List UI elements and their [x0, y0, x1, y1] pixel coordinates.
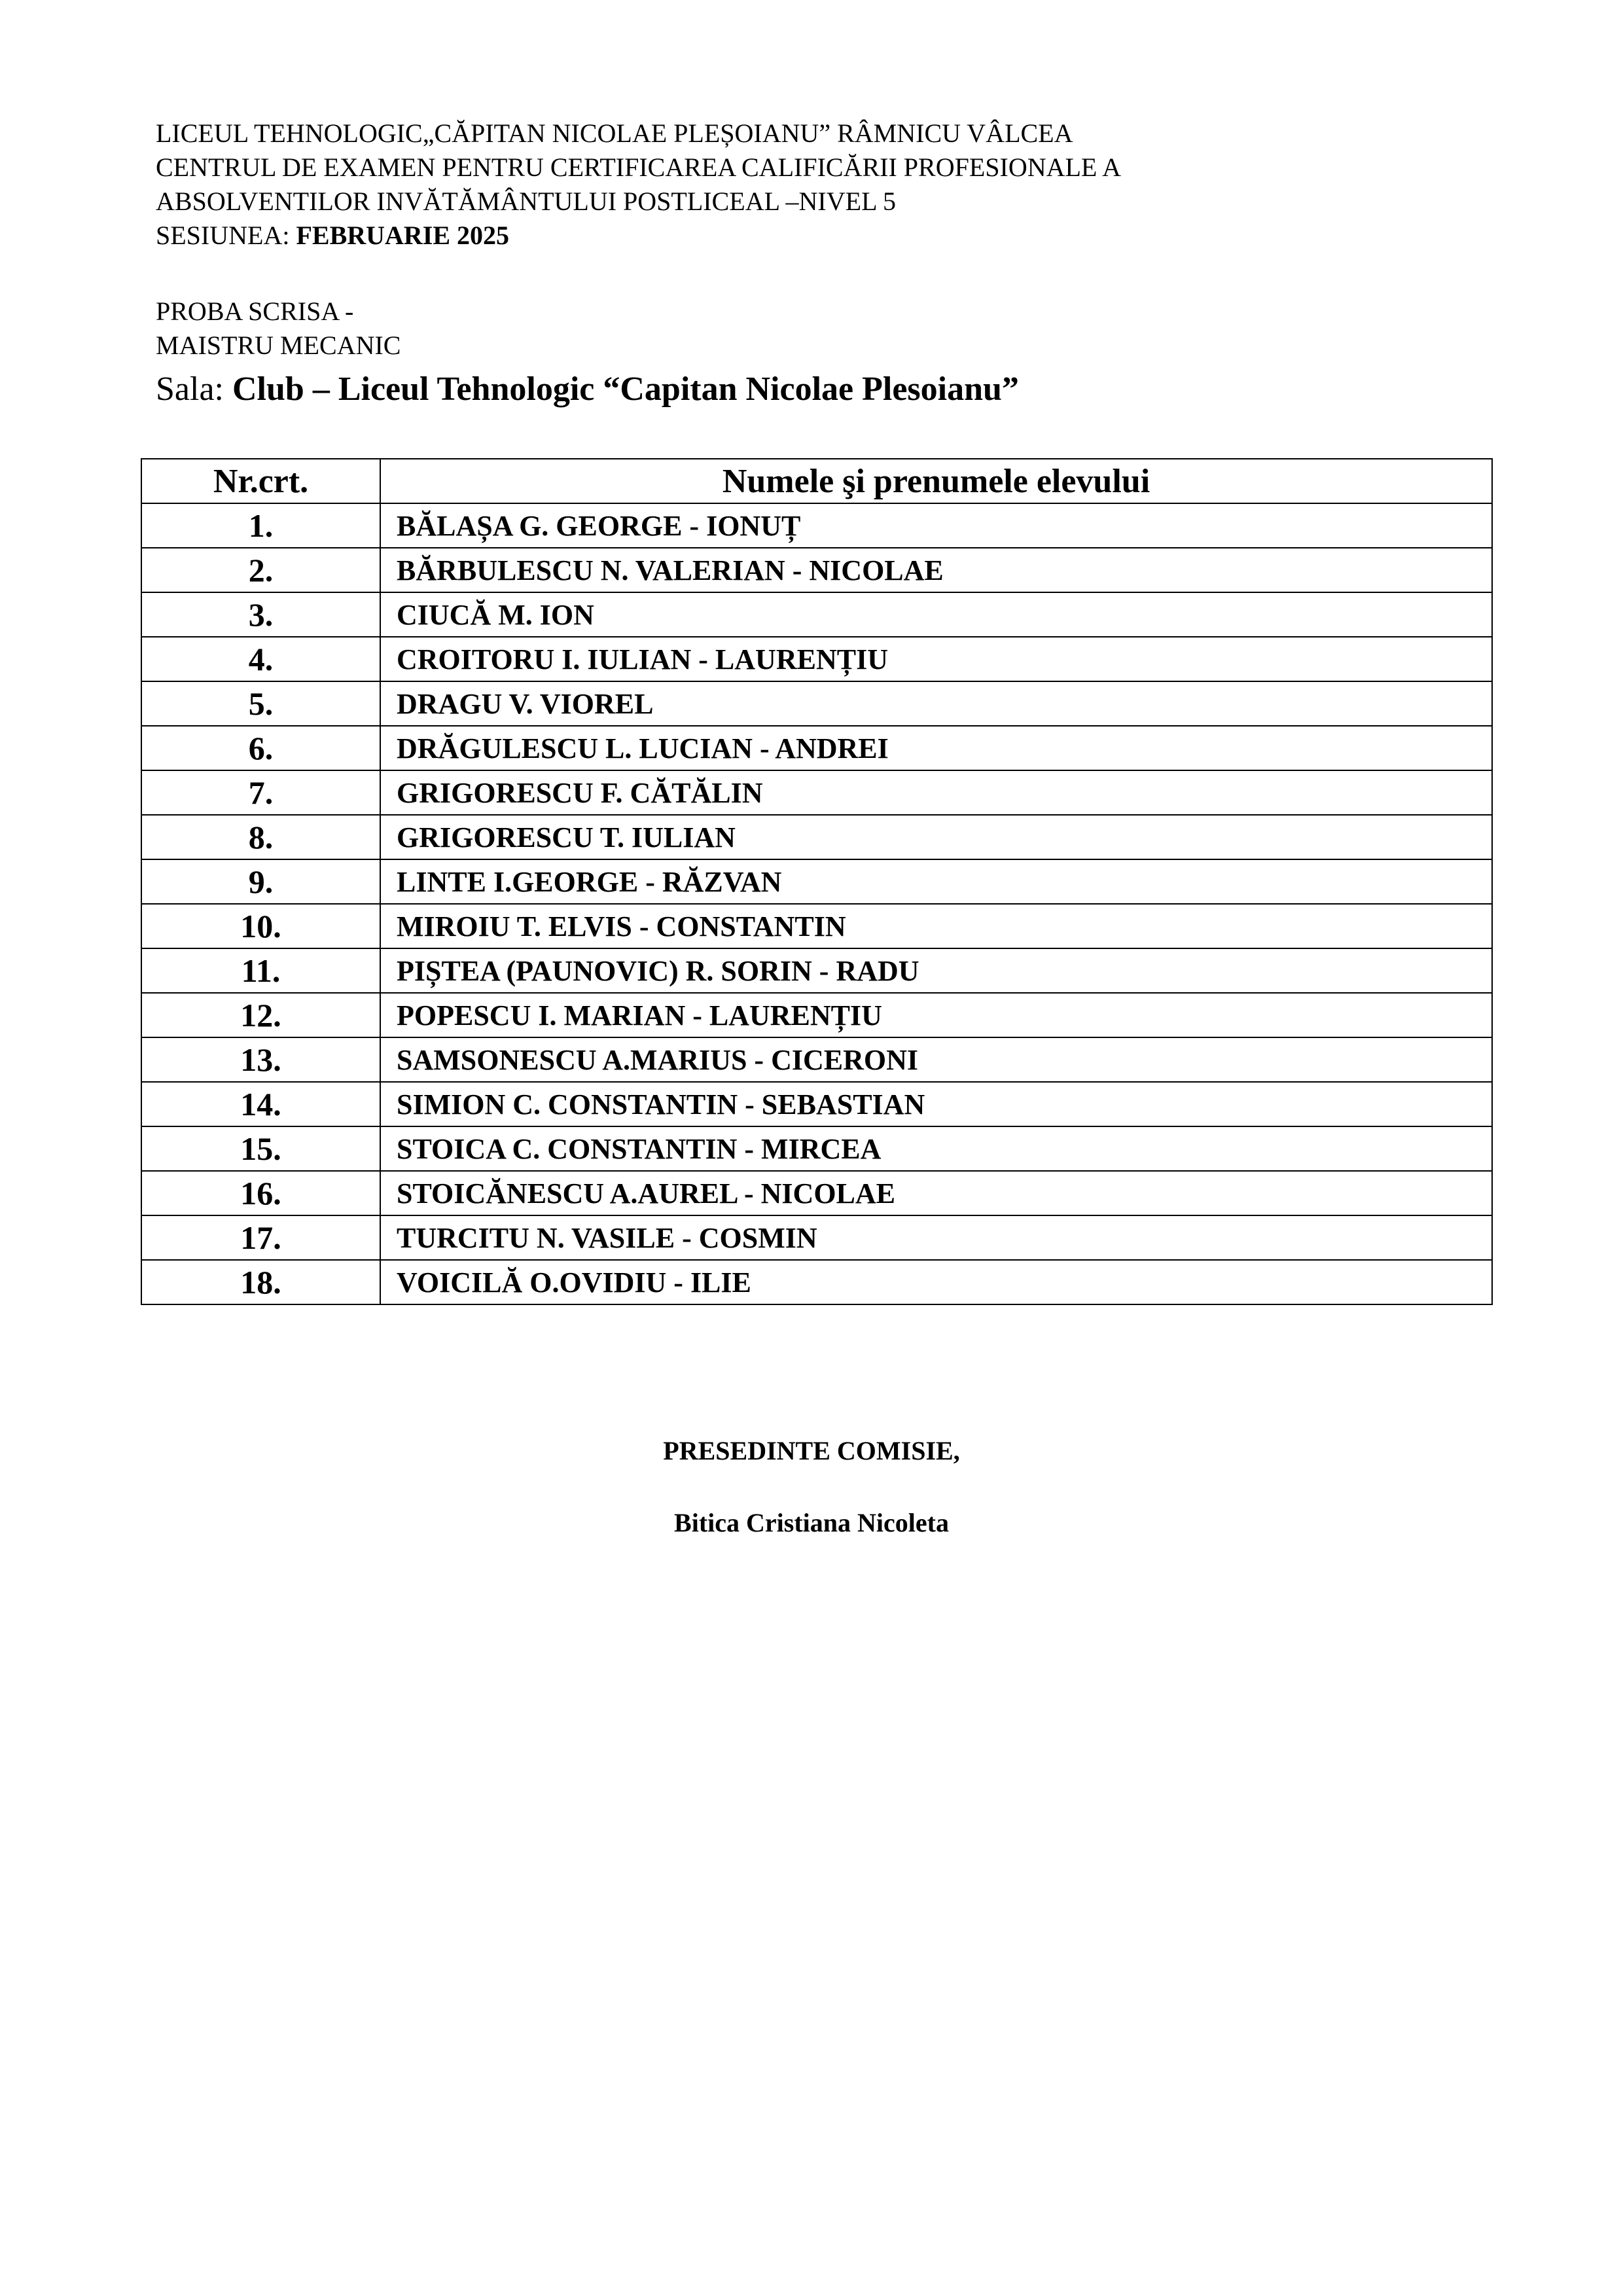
- row-number: 12.: [141, 993, 380, 1037]
- table-header-row: [141, 459, 1492, 503]
- table-row: [141, 1126, 1492, 1171]
- student-name: BĂRBULESCU N. VALERIAN - NICOLAE: [380, 548, 1492, 592]
- student-name: DRĂGULESCU L. LUCIAN - ANDREI: [380, 726, 1492, 770]
- row-number: 17.: [141, 1215, 380, 1260]
- table-row: [141, 1215, 1492, 1260]
- student-name: VOICILĂ O.OVIDIU - ILIE: [380, 1260, 1492, 1304]
- student-name: POPESCU I. MARIAN - LAURENȚIU: [380, 993, 1492, 1037]
- commission-president-title: PRESEDINTE COMISIE,: [663, 1436, 960, 1465]
- students-table: [141, 458, 1493, 1305]
- student-name: TURCITU N. VASILE - COSMIN: [380, 1215, 1492, 1260]
- exam-type: PROBA SCRISA -: [156, 296, 354, 326]
- row-number: 14.: [141, 1082, 380, 1126]
- table-row: [141, 503, 1492, 548]
- room-value: Club – Liceul Tehnologic “Capitan Nicolae Plesoianu”: [232, 370, 1019, 408]
- table-row: [141, 1171, 1492, 1215]
- header-line-center: CENTRUL DE EXAMEN PENTRU CERTIFICAREA CALIFICĂRII PROFESIONALE A: [156, 152, 1122, 182]
- table-row: [141, 1037, 1492, 1082]
- row-number: 5.: [141, 681, 380, 726]
- row-number: 3.: [141, 592, 380, 637]
- student-name: STOICĂNESCU A.AUREL - NICOLAE: [380, 1171, 1492, 1215]
- student-name: SIMION C. CONSTANTIN - SEBASTIAN: [380, 1082, 1492, 1126]
- commission-president-name: Bitica Cristiana Nicoleta: [674, 1508, 949, 1537]
- table-row: [141, 1260, 1492, 1304]
- table-row: [141, 815, 1492, 859]
- table-row: [141, 548, 1492, 592]
- table-row: [141, 993, 1492, 1037]
- column-header-number: Nr.crt.: [141, 459, 380, 503]
- student-name: MIROIU T. ELVIS - CONSTANTIN: [380, 904, 1492, 948]
- table-row: [141, 1082, 1492, 1126]
- student-name: GRIGORESCU T. IULIAN: [380, 815, 1492, 859]
- row-number: 10.: [141, 904, 380, 948]
- table-row: [141, 592, 1492, 637]
- table-row: [141, 859, 1492, 904]
- exam-specialization: MAISTRU MECANIC: [156, 331, 401, 360]
- student-name: LINTE I.GEORGE - RĂZVAN: [380, 859, 1492, 904]
- session-label: SESIUNEA:: [156, 221, 296, 250]
- header-line-level: ABSOLVENTILOR INVĂTĂMÂNTULUI POSTLICEAL –NIVEL 5: [156, 187, 897, 216]
- header-line-school: LICEUL TEHNOLOGIC„CĂPITAN NICOLAE PLEȘOIANU” RÂMNICU VÂLCEA: [156, 118, 1073, 148]
- student-name: SAMSONESCU A.MARIUS - CICERONI: [380, 1037, 1492, 1082]
- row-number: 6.: [141, 726, 380, 770]
- document-header: [156, 117, 1121, 253]
- table-row: [141, 948, 1492, 993]
- room-line: [156, 368, 1019, 410]
- row-number: 9.: [141, 859, 380, 904]
- student-name: DRAGU V. VIOREL: [380, 681, 1492, 726]
- header-line-session: [156, 219, 1121, 253]
- row-number: 13.: [141, 1037, 380, 1082]
- table-row: [141, 726, 1492, 770]
- row-number: 15.: [141, 1126, 380, 1171]
- student-name: STOICA C. CONSTANTIN - MIRCEA: [380, 1126, 1492, 1171]
- table-row: [141, 904, 1492, 948]
- row-number: 7.: [141, 770, 380, 815]
- student-name: PIȘTEA (PAUNOVIC) R. SORIN - RADU: [380, 948, 1492, 993]
- row-number: 11.: [141, 948, 380, 993]
- student-name: BĂLAȘA G. GEORGE - IONUȚ: [380, 503, 1492, 548]
- row-number: 2.: [141, 548, 380, 592]
- session-value: FEBRUARIE 2025: [296, 221, 510, 250]
- column-header-name: Numele şi prenumele elevului: [380, 459, 1492, 503]
- exam-info: [156, 295, 401, 363]
- student-name: CIUCĂ M. ION: [380, 592, 1492, 637]
- row-number: 16.: [141, 1171, 380, 1215]
- table-row: [141, 681, 1492, 726]
- student-name: GRIGORESCU F. CĂTĂLIN: [380, 770, 1492, 815]
- room-label: Sala:: [156, 370, 232, 408]
- row-number: 4.: [141, 637, 380, 681]
- table-row: [141, 637, 1492, 681]
- row-number: 8.: [141, 815, 380, 859]
- row-number: 18.: [141, 1260, 380, 1304]
- row-number: 1.: [141, 503, 380, 548]
- student-name: CROITORU I. IULIAN - LAURENȚIU: [380, 637, 1492, 681]
- table-row: [141, 770, 1492, 815]
